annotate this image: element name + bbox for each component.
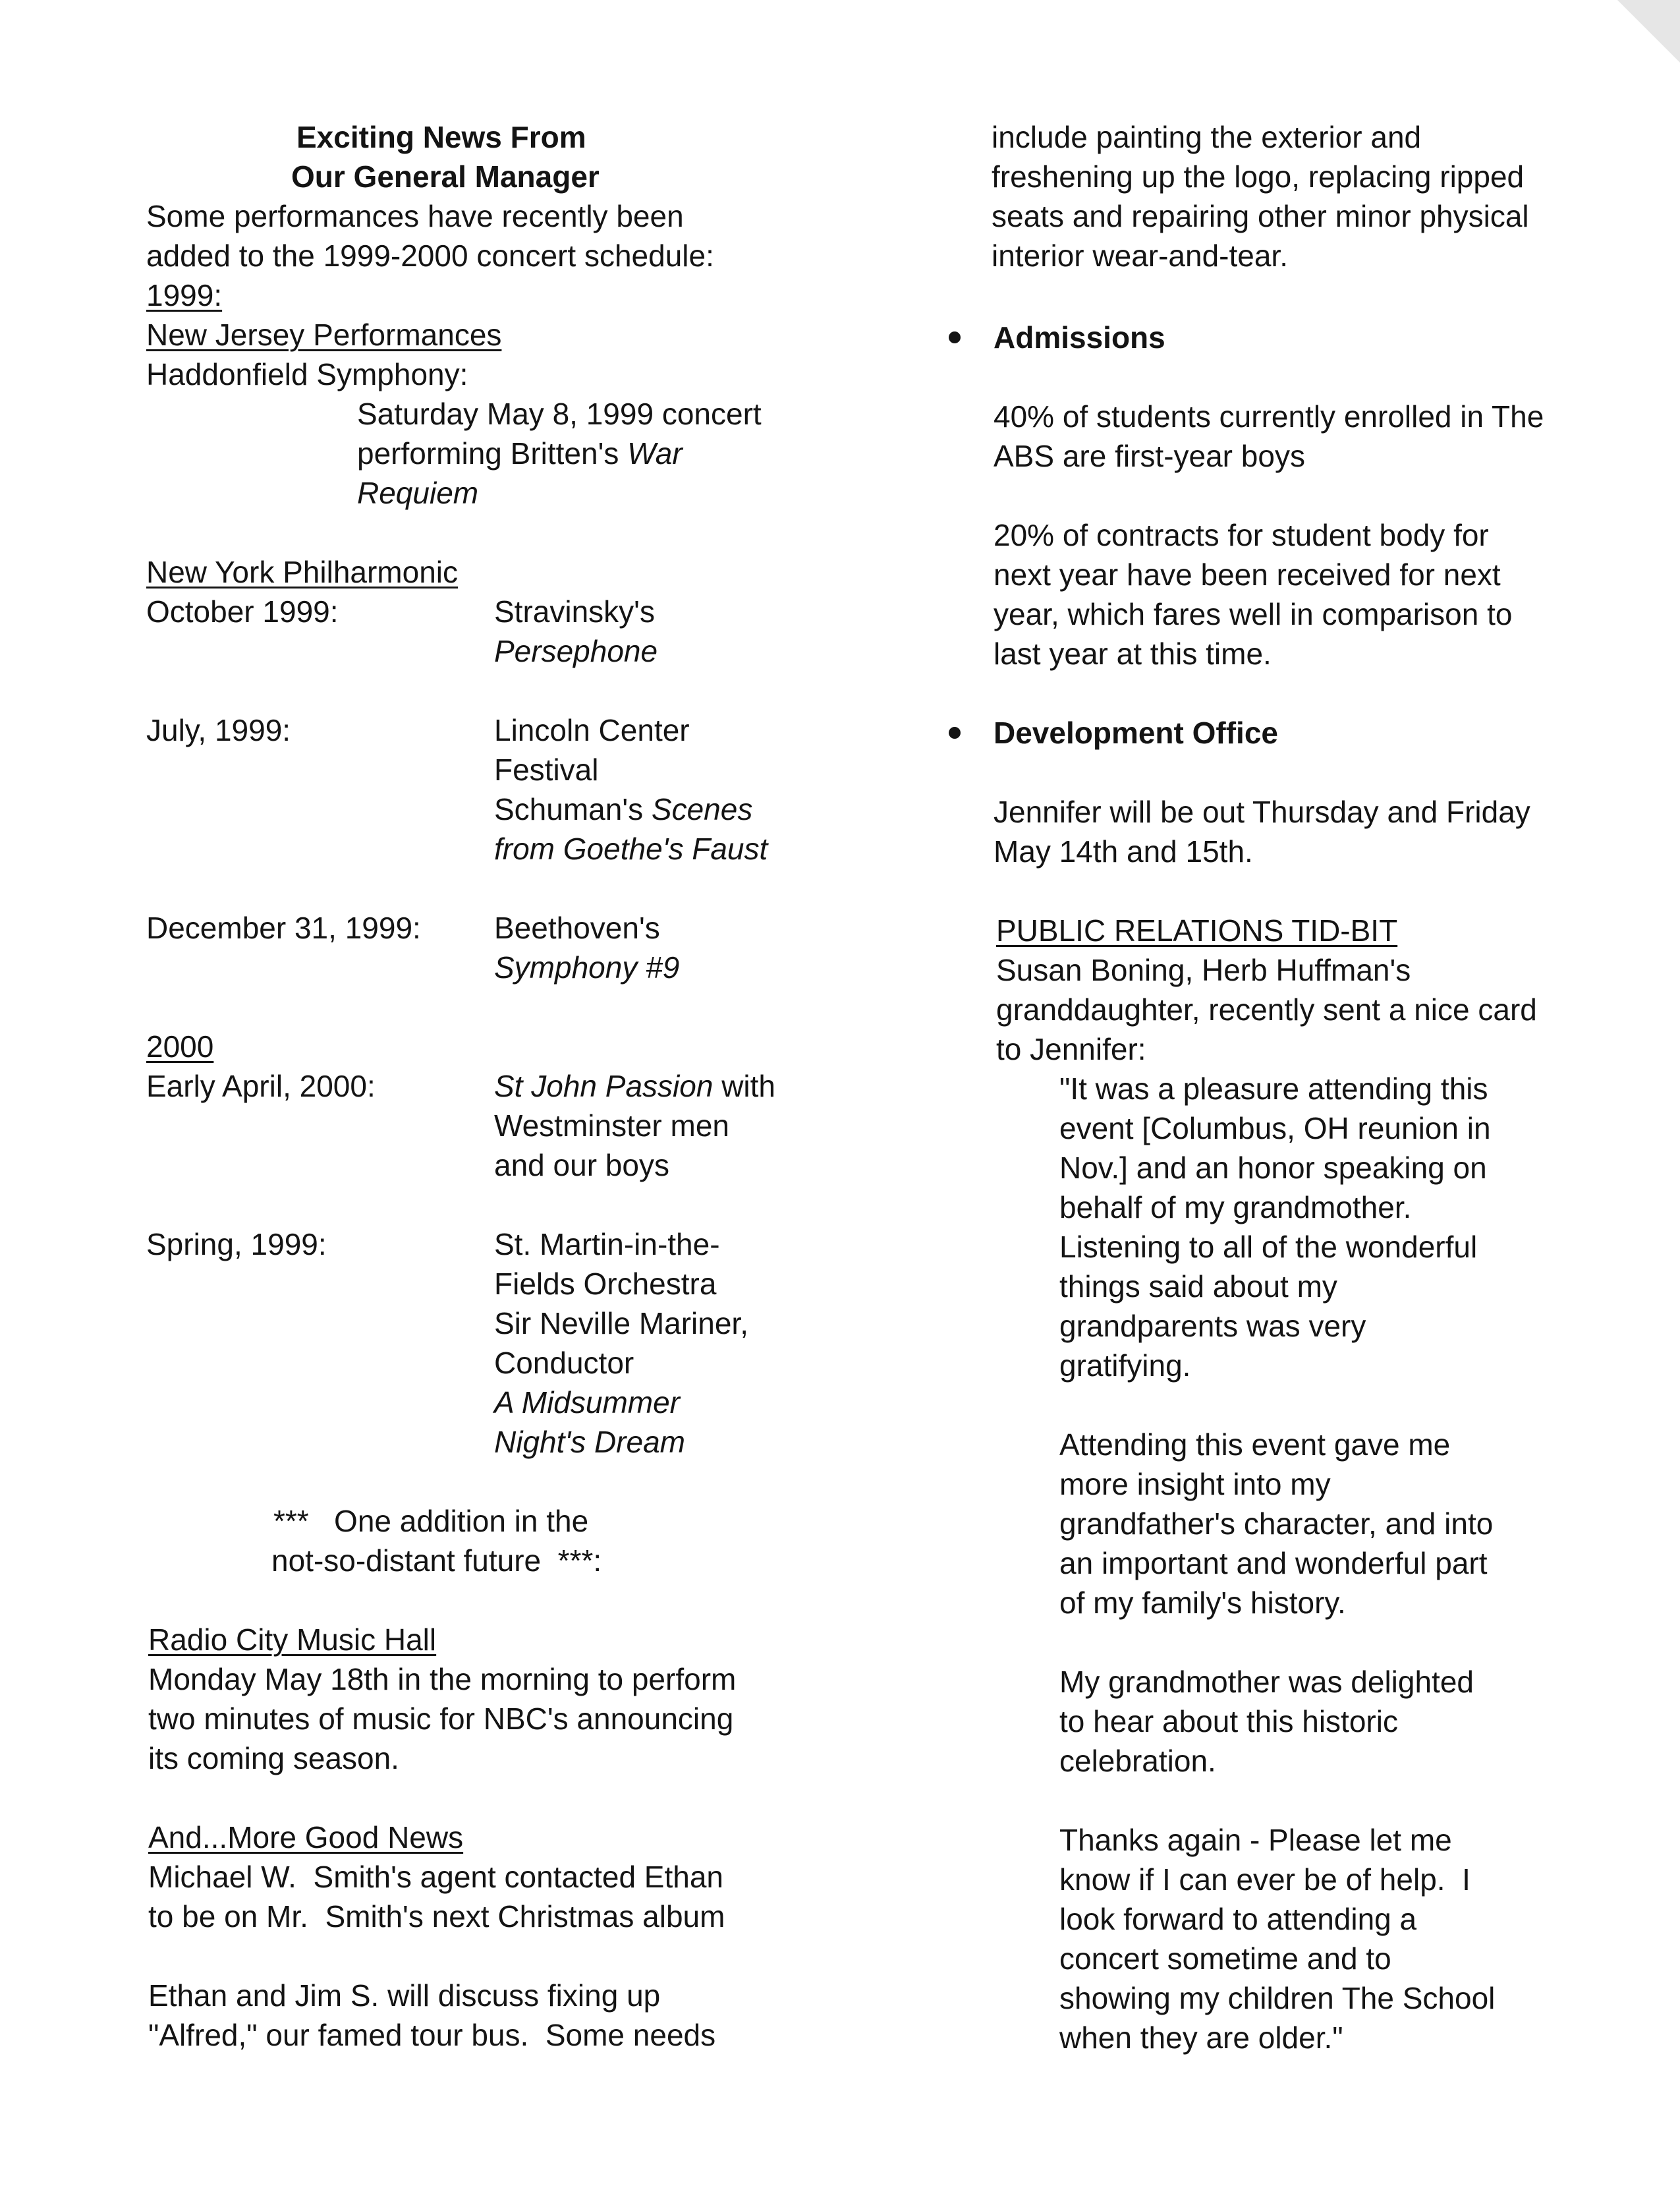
quote-p1-line-8: gratifying. <box>1059 1348 1191 1383</box>
bus-line-1: Ethan and Jim S. will discuss fixing up <box>148 1978 661 2013</box>
addition-line-2: not-so-distant future ***: <box>271 1543 602 1578</box>
pr-line-2: granddaughter, recently sent a nice card <box>996 992 1537 1027</box>
quote-p4-line-3: look forward to attending a <box>1059 1902 1417 1936</box>
schedule-item-spring-6: Night's Dream <box>494 1425 685 1459</box>
bullet-icon <box>949 331 961 343</box>
year-2000-heading: 2000 <box>146 1029 214 1064</box>
more-news-line-2: to be on Mr. Smith's next Christmas album <box>148 1899 725 1934</box>
schedule-item-spring-1: St. Martin-in-the- <box>494 1227 720 1261</box>
schedule-item-spring-4: Conductor <box>494 1346 634 1380</box>
bullet-icon <box>949 727 961 739</box>
schedule-date-october: October 1999: <box>146 594 339 629</box>
heading-line-2: Our General Manager <box>291 159 600 194</box>
quote-p4-line-4: concert sometime and to <box>1059 1941 1391 1976</box>
admissions-p1-line-2: ABS are first-year boys <box>994 439 1305 473</box>
bus-cont-line-3: seats and repairing other minor physical <box>992 199 1529 233</box>
admissions-p2-line-4: last year at this time. <box>994 637 1272 671</box>
quote-p2-line-1: Attending this event gave me <box>1059 1427 1451 1462</box>
admissions-p2-line-2: next year have been received for next <box>994 558 1501 592</box>
quote-p2-line-3: grandfather's character, and into <box>1059 1506 1494 1541</box>
radio-city-line-1: Monday May 18th in the morning to perform <box>148 1662 737 1696</box>
admissions-p2-line-1: 20% of contracts for student body for <box>994 518 1489 552</box>
bus-cont-line-2: freshening up the logo, replacing ripped <box>992 159 1525 194</box>
haddonfield-label: Haddonfield Symphony: <box>146 357 468 391</box>
quote-p2-line-5: of my family's history. <box>1059 1586 1346 1620</box>
quote-p4-line-5: showing my children The School <box>1059 1981 1496 2015</box>
quote-p3-line-1: My grandmother was delighted <box>1059 1665 1474 1699</box>
intro-line-1: Some performances have recently been <box>146 199 684 233</box>
pr-tidbit-heading: PUBLIC RELATIONS TID-BIT <box>996 913 1398 948</box>
more-news-heading: And...More Good News <box>148 1820 464 1854</box>
schedule-item-july-1: Lincoln Center <box>494 713 690 747</box>
quote-p2-line-4: an important and wonderful part <box>1059 1546 1488 1580</box>
quote-p3-line-2: to hear about this historic <box>1059 1704 1398 1738</box>
quote-p1-line-3: Nov.] and an honor speaking on <box>1059 1151 1487 1185</box>
pr-line-1: Susan Boning, Herb Huffman's <box>996 953 1411 987</box>
schedule-date-april: Early April, 2000: <box>146 1069 376 1103</box>
pr-line-3: to Jennifer: <box>996 1032 1146 1066</box>
quote-p2-line-2: more insight into my <box>1059 1467 1331 1501</box>
year-1999-heading: 1999: <box>146 278 223 312</box>
schedule-item-spring-5: A Midsummer <box>494 1385 680 1420</box>
bus-line-2: "Alfred," our famed tour bus. Some needs <box>148 2018 716 2052</box>
quote-p1-line-2: event [Columbus, OH reunion in <box>1059 1111 1491 1145</box>
schedule-item-december-1: Beethoven's <box>494 911 660 945</box>
schedule-date-spring: Spring, 1999: <box>146 1227 327 1261</box>
quote-p1-line-6: things said about my <box>1059 1269 1337 1304</box>
quote-p1-line-4: behalf of my grandmother. <box>1059 1190 1412 1224</box>
schedule-item-july-2: Festival <box>494 753 599 787</box>
radio-city-line-3: its coming season. <box>148 1741 399 1775</box>
nj-performances-heading: New Jersey Performances <box>146 318 502 352</box>
schedule-item-april-2: Westminster men <box>494 1108 730 1143</box>
war-title: War <box>627 436 683 471</box>
schedule-item-july-4: from Goethe's Faust <box>494 832 768 866</box>
bus-cont-line-1: include painting the exterior and <box>992 120 1422 154</box>
development-office-heading: Development Office <box>994 716 1278 750</box>
schedule-item-december-2: Symphony #9 <box>494 950 680 985</box>
quote-p4-line-2: know if I can ever be of help. I <box>1059 1862 1470 1897</box>
nyp-heading: New York Philharmonic <box>146 555 459 589</box>
schedule-item-october-2: Persephone <box>494 634 658 668</box>
quote-p4-line-1: Thanks again - Please let me <box>1059 1823 1452 1857</box>
admissions-heading: Admissions <box>994 320 1165 355</box>
schedule-item-april-1: St John Passion with <box>494 1069 776 1103</box>
haddonfield-detail-2: performing Britten's War <box>357 436 683 471</box>
radio-city-heading: Radio City Music Hall <box>148 1622 437 1657</box>
requiem-title: Requiem <box>357 476 479 510</box>
haddonfield-detail-1: Saturday May 8, 1999 concert <box>357 397 762 431</box>
quote-p3-line-3: celebration. <box>1059 1744 1216 1778</box>
radio-city-line-2: two minutes of music for NBC's announcing <box>148 1702 734 1736</box>
development-line-2: May 14th and 15th. <box>994 834 1253 869</box>
admissions-p1-line-1: 40% of students currently enrolled in The <box>994 399 1544 434</box>
development-line-1: Jennifer will be out Thursday and Friday <box>994 795 1530 829</box>
more-news-line-1: Michael W. Smith's agent contacted Ethan <box>148 1860 724 1894</box>
schedule-item-spring-3: Sir Neville Mariner, <box>494 1306 748 1340</box>
schedule-date-july: July, 1999: <box>146 713 291 747</box>
quote-p1-line-7: grandparents was very <box>1059 1309 1366 1343</box>
quote-p1-line-5: Listening to all of the wonderful <box>1059 1230 1478 1264</box>
schedule-date-december: December 31, 1999: <box>146 911 421 945</box>
quote-p4-line-6: when they are older." <box>1059 2021 1343 2055</box>
schedule-item-july-3: Schuman's Scenes <box>494 792 753 826</box>
folded-corner <box>1617 0 1680 63</box>
bus-cont-line-4: interior wear-and-tear. <box>992 239 1288 273</box>
admissions-p2-line-3: year, which fares well in comparison to <box>994 597 1513 631</box>
intro-line-2: added to the 1999-2000 concert schedule: <box>146 239 714 273</box>
schedule-item-october-1: Stravinsky's <box>494 594 655 629</box>
schedule-item-april-3: and our boys <box>494 1148 669 1182</box>
quote-p1-line-1: "It was a pleasure attending this <box>1059 1072 1488 1106</box>
heading-line-1: Exciting News From <box>296 120 586 154</box>
addition-line-1: *** One addition in the <box>273 1504 589 1538</box>
schedule-item-spring-2: Fields Orchestra <box>494 1267 717 1301</box>
